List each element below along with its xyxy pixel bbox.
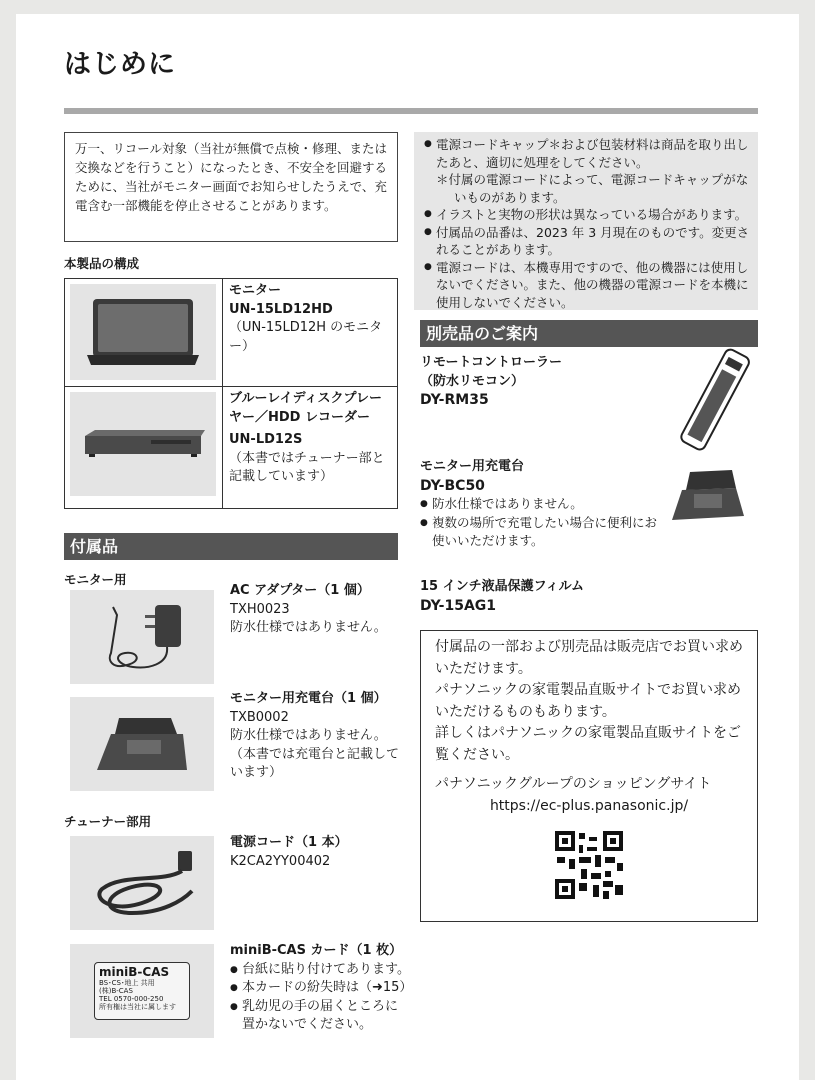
page-title: はじめに xyxy=(64,49,176,80)
charger-image xyxy=(70,697,214,791)
note-subitem: ＊付属の電源コードによって、電源コードキャップがないものがあります。 xyxy=(436,172,749,205)
qr-code-icon xyxy=(435,829,743,901)
recall-notice: 万一、リコール対象（当社が無償で点検・修理、または交換などを行うこと）になったとき、不安全を回避するために、当社がモニター画面でお知らせしたうえで、充電含む一部機能を停止させることがあります。 xyxy=(64,132,398,242)
optional-heading: 別売品のご案内 xyxy=(420,320,758,347)
bcas-card: miniB-CAS BS･CS･地上 共用 (株)B-CAS TEL 0570-000-250 所有権は当社に属します xyxy=(94,962,190,1020)
ac-adapter-info: AC アダプター（1 個） TXH0023 防水仕様ではありません。 xyxy=(230,583,387,635)
power-cord-info: 電源コード（1 本） K2CA2YY00402 xyxy=(230,835,348,869)
config-table xyxy=(64,278,398,509)
shopping-site-name: パナソニックグループのショッピングサイト xyxy=(435,776,712,792)
manual-page xyxy=(16,14,799,1080)
monitor-group-label: モニター用 xyxy=(64,572,127,587)
table-row xyxy=(65,279,398,387)
film-info: 15 インチ液晶保護フィルム DY-15AG1 xyxy=(420,579,585,614)
tuner-group-label: チューナー部用 xyxy=(64,814,152,829)
optional-charger-info: モニター用充電台 DY-BC50 ● 防水仕様ではありません。 ● 複数の場所で充電したい場合に便利にお使いいただけます。 xyxy=(420,458,680,551)
bcas-info: miniB-CAS カード（1 枚） ● 台紙に貼り付けてあります。 ● 本カードの紛失時は（➜15） ● 乳幼児の手の届くところに置かないでください。 xyxy=(230,942,410,1035)
recorder-model: UN-LD12S xyxy=(229,432,303,447)
note-item: ● 付属品の品番は、2023 年 3 月現在のものです。変更されることがあります。 xyxy=(424,224,750,259)
optional-charger-image xyxy=(668,454,748,538)
config-heading: 本製品の構成 xyxy=(64,256,140,271)
charger-info: モニター用充電台（1 個） TXB0002 防水仕様ではありません。 （本書では充電台と記載しています） xyxy=(230,691,400,780)
note-item: ● イラストと実物の形状は異なっている場合があります。 xyxy=(424,206,750,224)
monitor-note: （UN-15LD12H のモニター） xyxy=(229,320,383,354)
bcas-card-image xyxy=(70,944,214,1038)
shopping-site-url[interactable]: https://ec-plus.panasonic.jp/ xyxy=(489,797,689,814)
recorder-name: ブルーレイディスクプレーヤー／HDD レコーダー xyxy=(229,391,383,425)
monitor-image xyxy=(70,284,216,380)
retail-text: パナソニックの家電製品直販サイトでお買い求めいただけるものもあります。 xyxy=(435,682,742,720)
remote-info: リモートコントローラー （防水リモコン） DY-RM35 xyxy=(420,355,562,408)
remote-image xyxy=(680,348,752,456)
power-cord-image xyxy=(70,836,214,930)
recorder-image xyxy=(70,392,216,496)
note-item: ● 電源コードは、本機専用ですので、他の機器には使用しないでください。また、他の機器の電源コードを本機に使用しないでください。 xyxy=(424,259,750,312)
retail-info-box xyxy=(420,630,758,922)
accessories-heading: 付属品 xyxy=(64,533,398,560)
retail-text: 付属品の一部および別売品は販売店でお買い求めいただけます。 xyxy=(435,639,743,677)
monitor-model: UN-15LD12HD xyxy=(229,301,333,317)
title-rule xyxy=(64,108,758,114)
table-row xyxy=(65,387,398,509)
retail-text: 詳しくはパナソニックの家電製品直販サイトをご覧ください。 xyxy=(435,725,742,763)
recorder-note: （本書ではチューナー部と記載しています） xyxy=(229,450,385,484)
notes-box xyxy=(414,132,758,310)
note-item: ● 電源コードキャップ＊および包装材料は商品を取り出したあと、適切に処理をしてください。 xyxy=(424,136,750,171)
ac-adapter-image xyxy=(70,590,214,684)
monitor-name: モニター xyxy=(229,283,282,298)
